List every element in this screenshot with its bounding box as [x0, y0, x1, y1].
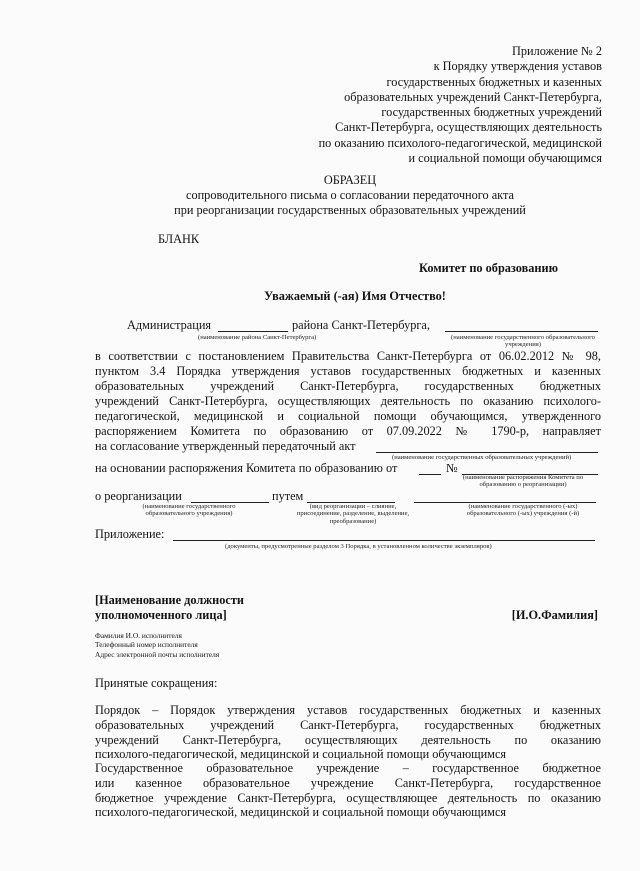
annex-line: государственных бюджетных и казенных: [386, 74, 602, 89]
caption-reorg-institution: (наименование государственного образовательного учреждения): [142, 503, 236, 518]
executor-info: [95, 631, 219, 659]
abbr-line: Государственное образовательное учреждение – государственное бюджетное: [95, 761, 601, 775]
abbr-line: психолого-педагогической, медицинской и социальной помощи обучающимся: [95, 747, 507, 761]
recipient: Комитет по образованию: [419, 261, 558, 275]
attachment-blank-line: [173, 540, 595, 541]
body-line: образовательных учреждений Санкт-Петербурга, государственных бюджетных: [95, 379, 601, 393]
body-line: педагогической, медицинской и социальной помощи обучающимся, утвержденного: [95, 409, 601, 423]
abbr-line: психолого-педагогической, медицинской и социальной помощи обучающимся: [95, 805, 507, 819]
abbr-line: учреждений Санкт-Петербурга, осуществляющих деятельность по оказанию: [95, 733, 601, 747]
institution-blank-line: [445, 331, 598, 332]
title-line-2: при реорганизации государственных образовательных учреждений: [174, 203, 526, 217]
document-title: [30, 173, 640, 218]
signatory-position: [95, 593, 244, 623]
admin-prefix: Администрация: [127, 318, 212, 332]
abbr-line: или казенное образовательное учреждение Санкт-Петербурга, государственное: [95, 776, 601, 790]
caption-institution: (наименование государственного образовательного учреждения): [451, 334, 595, 349]
abbreviations-heading: Принятые сокращения:: [95, 676, 218, 690]
district-blank-line: [218, 331, 288, 332]
admin-middle: района Санкт-Петербурга,: [292, 318, 430, 332]
caption-reorg-result: (наименование государственного (-ых) образовательного (-ых) учреждения (-й): [466, 503, 580, 518]
abbr-line: образовательных учреждений Санкт-Петербурга, государственных бюджетных: [95, 718, 601, 732]
position-line-1: [Наименование должности: [95, 593, 244, 607]
body-line: в соответствии с постановлением Правительства Санкт-Петербурга от 06.02.2012 № 98,: [95, 349, 601, 363]
position-line-2: уполномоченного лица]: [95, 608, 227, 622]
executor-email: Адрес электронной почты исполнителя: [95, 649, 220, 659]
title-line-1: сопроводительного письма о согласовании передаточного акта: [186, 188, 514, 202]
caption-order: (наименование распоряжения Комитета по образованию о реорганизации): [462, 474, 584, 489]
order-date-line: [419, 474, 441, 475]
signatory-name: [И.О.Фамилия]: [511, 608, 598, 622]
approval-text: на согласование утвержденный передаточный акт: [95, 439, 356, 453]
annex-line: Приложение № 2: [511, 44, 602, 58]
body-line: учреждений Санкт-Петербурга, осуществляющих деятельность по оказанию психолого-: [95, 394, 601, 408]
body-line: пунктом 3.4 Порядка утверждения уставов государственных бюджетных и казенных: [95, 364, 601, 378]
attachment-label: Приложение:: [95, 527, 165, 541]
caption-attachment: (документы, предусмотренные разделом 3 Порядка, в установленном количестве экземпляров): [225, 543, 492, 550]
abbr-line: бюджетное учреждение Санкт-Петербурга, осуществляющее деятельность по оказанию: [95, 791, 601, 805]
executor-name: Фамилия И.О. исполнителя: [95, 631, 182, 640]
caption-district: (наименование района Санкт-Петербурга): [198, 334, 317, 341]
annex-line: и социальной помощи обучающимся: [408, 151, 602, 166]
title-heading: ОБРАЗЕЦ: [323, 173, 377, 187]
letterhead-blank: БЛАНК: [158, 232, 200, 246]
reorg-prefix: о реорганизации: [95, 489, 182, 503]
abbr-line: Порядок – Порядок утверждения уставов государственных бюджетных и казенных: [95, 703, 601, 717]
caption-approval: (наименование государственных образовательных учреждений): [392, 454, 572, 461]
caption-reorg-type: (вид реорганизации – слияние, присоединение, разделение, выделение, преобразование): [296, 503, 410, 525]
annex-line: по оказанию психолого-педагогической, медицинской: [318, 135, 602, 150]
executor-phone: Телефонный номер исполнителя: [95, 640, 198, 650]
reorg-middle: путем: [272, 489, 304, 503]
annex-line: к Порядку утверждения уставов: [433, 59, 602, 74]
body-line: распоряжением Комитета по образованию от 07.09.2022 № 1790-р, направляет: [95, 424, 601, 438]
greeting: Уважаемый (-ая) Имя Отчество!: [264, 289, 446, 303]
annex-line: Санкт-Петербурга, осуществляющих деятельность: [335, 120, 602, 135]
annex-line: государственных бюджетных учреждений: [381, 105, 602, 120]
order-text: на основании распоряжения Комитета по образованию от: [95, 461, 398, 475]
annex-header: [319, 44, 602, 166]
order-number-sign: №: [446, 461, 458, 475]
approval-blank-line: [376, 452, 598, 453]
annex-line: образовательных учреждений Санкт-Петербурга,: [344, 89, 602, 104]
